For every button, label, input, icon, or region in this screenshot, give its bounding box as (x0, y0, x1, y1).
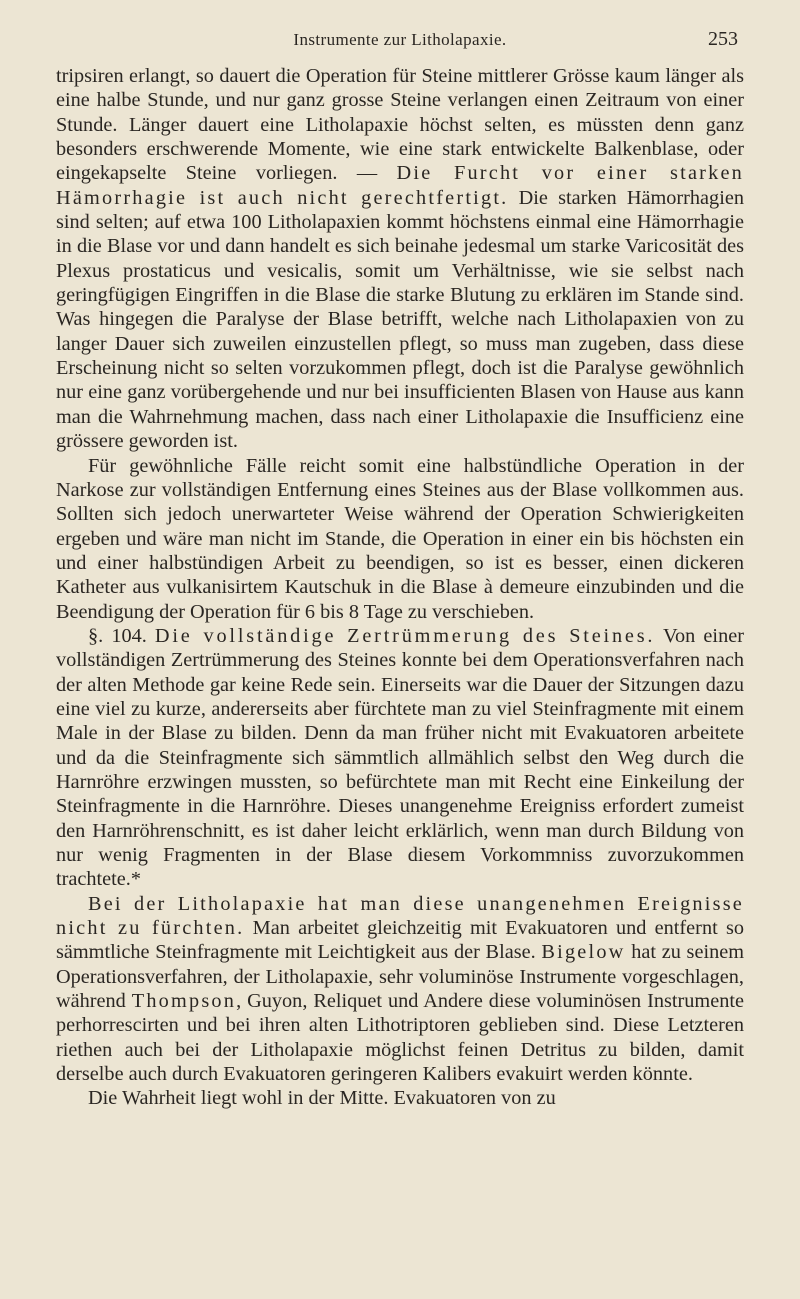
paragraph-2: Für gewöhnliche Fälle reicht somit eine halbstündliche Operation in der Narkose zur vollständigen Entfernung eines Steines aus der Blase vollkommen aus. Sollten sich jedoch unerwarteter Weise während der Operation Schwierigkeiten ergeben und wäre man nicht im Stande, die Operation in einer ein bis höchsten ein und einer halbstündigen Arbeit zu beendigen, so ist es besser, einen dickeren Katheter aus vulkanisirtem Kautschuk in die Blase à demeure einzubinden und die Beendigung der Operation für 6 bis 8 Tage zu verschieben. (56, 454, 744, 623)
author-name-reliquet: Reliquet (313, 990, 383, 1013)
paragraph-1-text-b: Die starken Hämorrhagien sind selten; auf etwa 100 Litholapaxien kommt höchstens einmal eine Hämorrhagie in die Blase vor und dann handelt es sich beinahe jedesmal um starke Varicosität des Plexus prostaticus und vesicalis, somit um Verhältnisse, wie sie selbst nach geringfügigen Eingriffen in die Blase die starke Blutung zu erklären im Stande sind. Was hingegen die Paralyse der Blase betrifft, welche nach Litholapaxien von zu langer Dauer sich zuweilen einzustellen pflegt, so muss man zugeben, dass diese Erscheinung nicht so selten vorzukommen pflegt, doch ist die Paralyse gewöhnlich nur eine ganz vorübergehende und nur bei insufficienten Blasen von Hause aus kann man die Wahrnehmung machen, dass nach einer Litholapaxie die Insufficienz eine grössere geworden ist. (56, 186, 744, 453)
section-number: §. 104. (88, 624, 147, 647)
paragraph-1-text-a: tripsiren erlangt, so dauert die Operation für Steine mittlerer Grösse kaum länger als eine halbe Stunde, und nur ganz grosse Steine verlangen einen Zeitraum von einer Stunde. Länger dauert eine Litholapaxie höchst selten, es müssten denn ganz besonders erschwerende Momente, wie eine stark entwickelte Balkenblase, oder eingekapselte Steine vorliegen. — (56, 65, 744, 185)
author-name-bigelow: Bigelow (541, 941, 626, 964)
paragraph-3-text: Von einer vollständigen Zertrümmerung des Steines konnte bei dem Operationsverfahren nach der alten Methode gar keine Rede sein. Einerseits war die Dauer der Sitzungen dazu eine viel zu kurze, andererseits aber fürchtete man zu viel Steinfragmente mit einem Male in der Blase zu bilden. Denn da man früher nicht mit Evakuatoren arbeitete und da die Steinfragmente sich sämmtlich allmählich selbst den Weg durch die Harnröhre erzwingen mussten, so befürchtete man mit Recht eine Einkeilung der Steinfragmente in die Harnröhre. Dieses unangenehme Ereigniss erfordert zumeist den Harnröhrenschnitt, es ist daher leicht erklärlich, wenn man durch Bildung von nur wenig Fragmenten in der Blase diesem Vorkommniss zuvorzukommen trachtete.* (56, 624, 744, 891)
body-text (56, 64, 744, 1111)
section-heading: Die vollständige Zertrümmerung des Steines. (154, 624, 656, 647)
author-name-thompson: Thompson (131, 990, 237, 1013)
paragraph-4-text-a: Man arbeitet gleichzeitig mit Evakuatoren und entfernt so sämmtliche Steinfragmente mit Leichtigkeit aus der Blase. (56, 917, 744, 964)
page-number: 253 (708, 28, 738, 50)
page-header (56, 22, 744, 64)
running-title: Instrumente zur Litholapaxie. (293, 30, 507, 49)
paragraph-1-spaced-emphasis: Die Furcht vor einer starken Hämorrhagie ist auch nicht gerechtfertigt. (56, 162, 744, 209)
paragraph-4-text-b: hat zu seinem Operationsverfahren, der Litholapaxie, sehr voluminöse Instrumente vorgeschlagen, während (56, 941, 744, 1013)
paragraph-1 (56, 64, 744, 454)
paragraph-3 (56, 624, 744, 892)
paragraph-5: Die Wahrheit liegt wohl in der Mitte. Evakuatoren von zu (88, 1087, 556, 1110)
paragraph-4-spaced-emphasis: Bei der Litholapaxie hat man diese unangenehmen Ereignisse nicht zu fürchten. (56, 892, 744, 940)
paragraph-4 (56, 892, 744, 1087)
paragraph-4-text-d: und Andere diese voluminösen Instrumente perhorrescirten und bei ihren alten Lithotriptoren geblieben sind. Diese Letzteren riethen auch bei der Litholapaxie möglichst feinen Detritus zu bilden, damit derselbe auch durch Evakuatoren geringeren Kalibers evakuirt werden könnte. (56, 990, 744, 1086)
paragraph-4-text-c: , Guyon, (236, 990, 314, 1013)
